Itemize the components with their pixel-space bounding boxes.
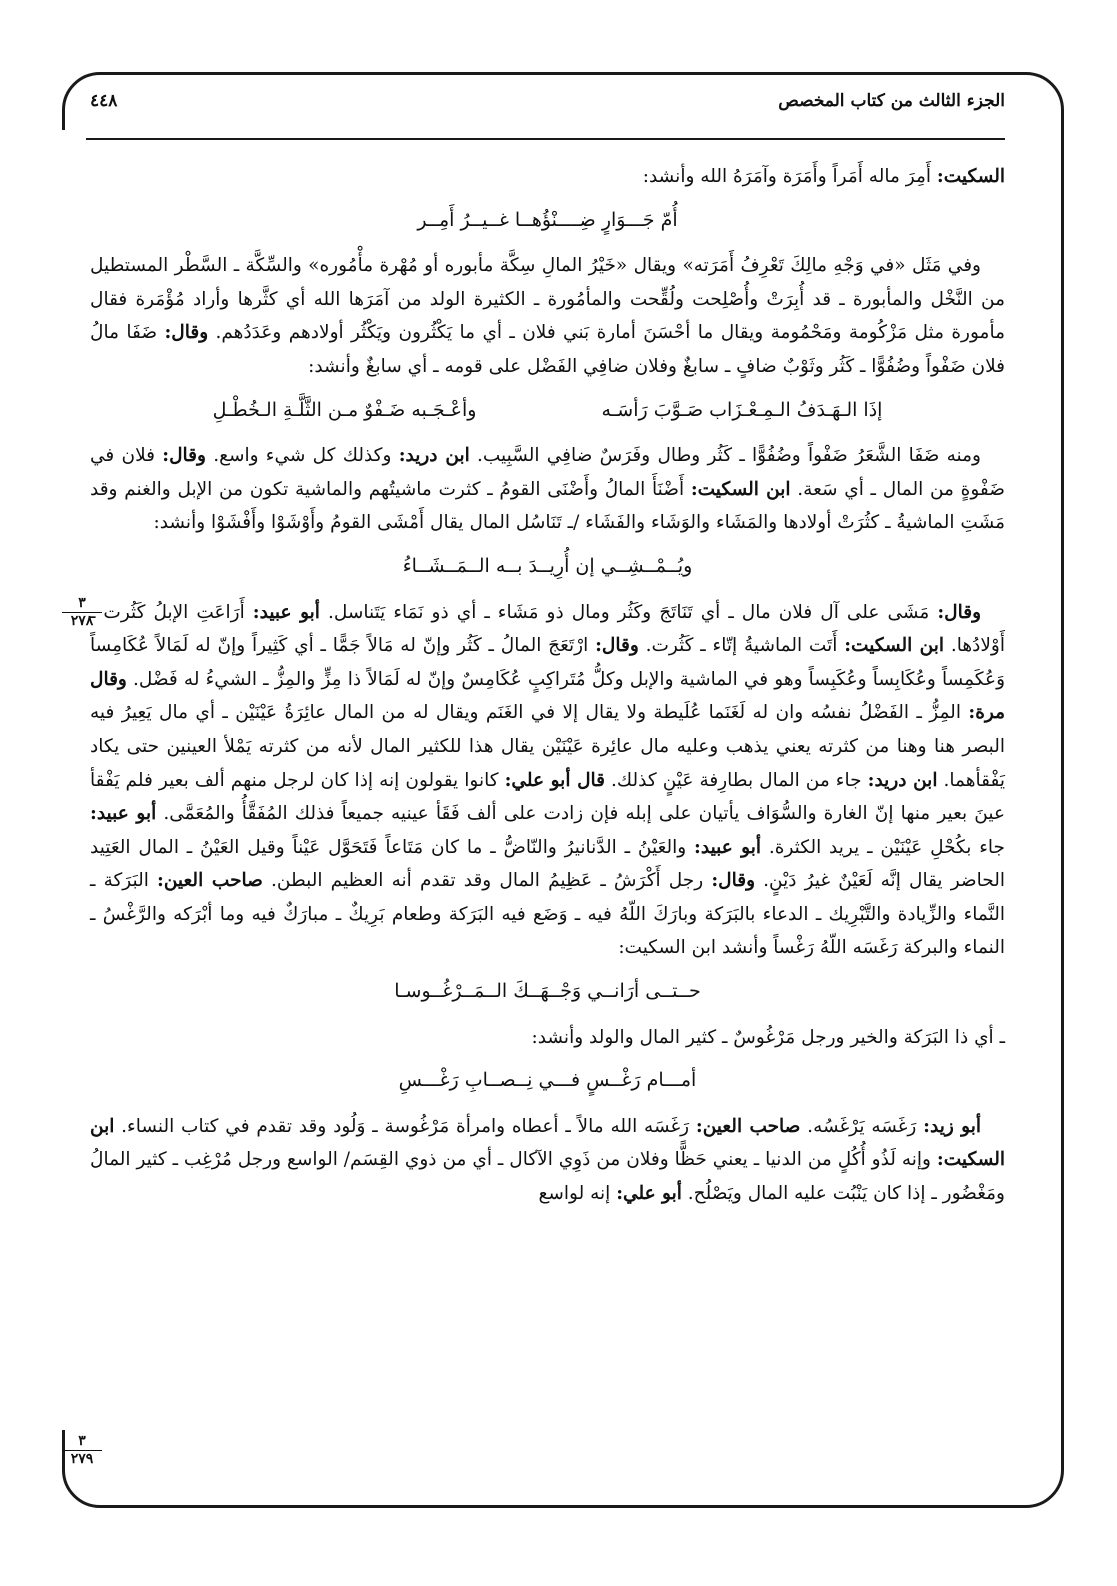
page-number: ٤٤٨ (90, 91, 118, 111)
text: أَرَاعَتِ الإبلُ كَثُرت ـ أَوْلادُها. (90, 601, 1005, 657)
speaker: ابن السكيت: (844, 635, 945, 657)
page-body (90, 160, 1005, 1486)
text: إنه لواسع (538, 1183, 617, 1205)
paragraph (90, 1110, 1005, 1211)
verse: أُمّ جَـــوَارٍ ضِــــنْؤُهــا غــيــرُ أَمِــر (417, 208, 678, 231)
speaker: أبو علي: (616, 1183, 682, 1205)
paragraph (90, 439, 1005, 540)
text: أَمِرَ ماله أَمَراً وأَمَرَة وآمَرَهُ الله وأنشد: (642, 166, 937, 187)
speaker: وقال: (595, 635, 639, 657)
text: ومنه ضَفَا الشَّعَرُ ضَفْواً وضُفُوًّا ـ كَثُر وطال وفَرَسٌ ضافِي السَّبِيب. (469, 445, 981, 467)
speaker: أبو عبيد: (90, 803, 157, 825)
frame-gap (58, 130, 68, 1430)
text: أَضْنَأَ المالُ وأَضْنَى القومُ ـ كثرت ماشيتُهم والماشية تكون من الإبل والغنم وقد مَشَتِ الماشيةُ ـ كثُرَتْ أولادها والمَشَاء والوَشَاء والفَشَاء /ـ تَنَاسُل المال يقال أَمْشَى القومُ وأَوْشَوْا وأَفْشَوْا وأنشد: (90, 478, 1005, 534)
verse: أمـــام رَغْــسٍ فـــي نِــصــابِ رَغْـــسِ (398, 1069, 697, 1092)
text: ضَفَا مالُ فلان ضَفْواً وضُفُوًّا ـ كَثُر وثَوْبٌ ضافٍ ـ سابغٌ وفلان ضافِي الفَضْل على قومه ـ أي سابغٌ وأنشد: (90, 322, 1005, 377)
speaker: صاحب العين: (157, 870, 263, 892)
paragraph (90, 1021, 1005, 1055)
text: أَتَت الماشيةُ إتّاء ـ كَثُرت. (638, 635, 845, 657)
text: رَغَسَه يَرْغَسُه. (800, 1115, 924, 1137)
text: والعَيْنُ ـ الدَّنانيرُ والنّاضُّ ـ ما كان مَتَاعاً فَتَحَوَّل عَيْناً وقيل العَيْنُ ـ المال العَتِيد الحاضر يقال إنَّه لَعَيْنٌ غيرُ دَيْنٍ. (90, 836, 1005, 892)
hemistich-first: إذَا الـهَـدَفُ الـمِـعْـزَاب صَـوَّبَ رَأسَـه (601, 398, 883, 421)
text: مَشَى على آل فلان مال ـ أي تَنَاتَجَ وكَثُر ومال ذو مَشَاء ـ أي ذو نَمَاء يَتَناسل. (319, 601, 938, 623)
text: المِزُّ ـ الفَضْلُ نفسُه وان له لَغَنَما عُلَيطة ولا يقال إلا في الغَنَم ويقال له من المال عائِرَةُ عَيْنَيْن ـ أي مال يَعِيرُ فيه البصر هنا وهنا من كثرته يعني يذهب وعليه مال عائِرة عَيْنَيْن يقال هذا للكثير المال لأنه من كثرته يَمْلأ العينين حتى يكاد يَفْقأهما. (90, 702, 1005, 791)
running-title: الجزء الثالث من كتاب المخصص (778, 91, 1005, 111)
margin-ref-page: ٢٧٩ (70, 1451, 94, 1467)
header-rule (86, 138, 1005, 140)
text: ارْتَعَجَ المالُ ـ كَثُر وإنّ له مَالاً جَمًّا ـ أي كَثِيراً وإنّ له لَمَالاً عُكَامِساً وَعُكَمِساً وعُكَابِساً وعُكَبِساً وهو في الماشية والإبل وكلُّ مُتَراكِبٍ عُكَامِسٌ وإنّ له لَمَالاً ذا مِزٍّ والمِزُّ ـ الشيءُ له فَضْل. (90, 635, 1005, 690)
margin-ref-volume: ٣ (62, 596, 102, 613)
text: جاء بكُحْلِ عَيْنَيْن ـ يريد الكثرة. (761, 836, 1005, 858)
page-header (90, 86, 1005, 116)
speaker: السكيت: (936, 166, 1005, 187)
paragraph (90, 249, 1005, 383)
text: رجل أَكْرَشُ ـ عَظِيمُ المال وقد تقدم أنه العظيم البطن. (262, 870, 712, 892)
text: رَغَسَه الله مالاً ـ أعطاه وامرأة مَرْغُوسة ـ وَلُود وقد تقدم في كتاب النساء. (114, 1115, 696, 1137)
text: جاء من المال بطارِفة عَيْنٍ كذلك. (605, 769, 868, 791)
speaker: أبو زيد: (923, 1115, 981, 1137)
speaker: أبو عبيد: (694, 836, 762, 858)
text: وكذلك كل شيء واسع. (205, 445, 399, 467)
text: فلان في ضَفْوةٍ من المال ـ أي سَعة. (90, 445, 1005, 500)
speaker: وقال مرة: (90, 668, 1005, 724)
verse-couplet (150, 394, 945, 428)
verse: حــتــى أرَانــي وَجْــهَــكَ الــمَــرْغُــوسـا (394, 980, 701, 1003)
hemistich-second: وأعْـجَـبه ضَـفْوٌ مـن الثَّلَّـةِ الـخُطْـلِ (212, 398, 477, 421)
text: وإنه لَذُو أُكُلٍ من الدنيا ـ يعني حَظًّا وفلان من ذَوِي الآكال ـ أي من ذوي القِسَم/ الواسع ورجل مُرْغِب ـ كثير المالُ ومَغْضُور ـ إذا كان يَنْبُت عليه المال ويَصْلُح. (90, 1149, 1005, 1205)
speaker: ابن السكيت: (90, 1115, 1005, 1171)
text: وفي مَثَل «في وَجْهِ مالِكَ تَعْرِفُ أَمَرَته» ويقال «خَيْرُ المالِ سِكَّة مأبوره أو مُهْرة مأْمُوره» والسِّكَّة ـ السَّطْر المستطيل من النَّخْل والمأبورة ـ قد أُبِرَتْ وأُصْلِحت ولُقِّحت والمأمُورة ـ الكثيرة الولد من آمَرَها الله أي كثَّرها وأراد مُؤْمَرة فقال مأمورة مثل مَزْكُومة ومَحْمُومة ويقال ما أحْسَنَ أمارة بَني فلان ـ أي ما يَكْثُرون ويَكْثُر أولادهم وعَدَدُهم. (90, 255, 1005, 344)
paragraph (90, 596, 1005, 966)
margin-ref-page: ٢٧٨ (70, 613, 94, 629)
speaker: وقال: (164, 322, 209, 344)
speaker: وقال: (937, 601, 981, 623)
margin-ref-volume: ٣ (62, 1434, 102, 1451)
text: ـ أي ذا البَرَكة والخير ورجل مَرْغُوسٌ ـ كثير المال والولد وأنشد: (531, 1026, 1005, 1048)
text: البَرَكة ـ النَّماء والزِّيادة والتَّبْرِيك ـ الدعاء بالبَرَكة وبارَكَ اللّهُ فيه ـ وَضَع فيه البَرَكة وطعام بَرِيكٌ ـ مبارَكٌ فيه وما أبْرَكه والرَّغْسُ ـ النماء والبركة رَغَسَه اللّهُ رَغْساً وأنشد ابن السكيت: (90, 870, 1005, 959)
speaker: وقال: (711, 870, 756, 892)
speaker: ابن دريد: (398, 445, 470, 467)
speaker: ابن دريد: (867, 769, 938, 791)
speaker: ابن السكيت: (690, 478, 791, 500)
paragraph (90, 160, 1005, 194)
speaker: صاحب العين: (695, 1115, 801, 1137)
speaker: وقال: (162, 445, 206, 467)
verse: ويُــمْــشِــي إن أُرِيــدَ بــه الــمَــشَــاءُ (402, 554, 693, 577)
speaker: أبو عبيد: (252, 601, 320, 623)
speaker: قال أبو علي: (504, 769, 605, 791)
text: كانوا يقولون إنه إذا كان لرجل منهم ألف بعير فلم يَفْقأ عينَ بعير منها إنّ الغارة والسُّوَاف يأتيان على إبله فإن زادت على ألف فَقَأ عينيه جميعاً فذلك المُفَقَّأُ والمُعَمَّى. (90, 769, 1006, 825)
